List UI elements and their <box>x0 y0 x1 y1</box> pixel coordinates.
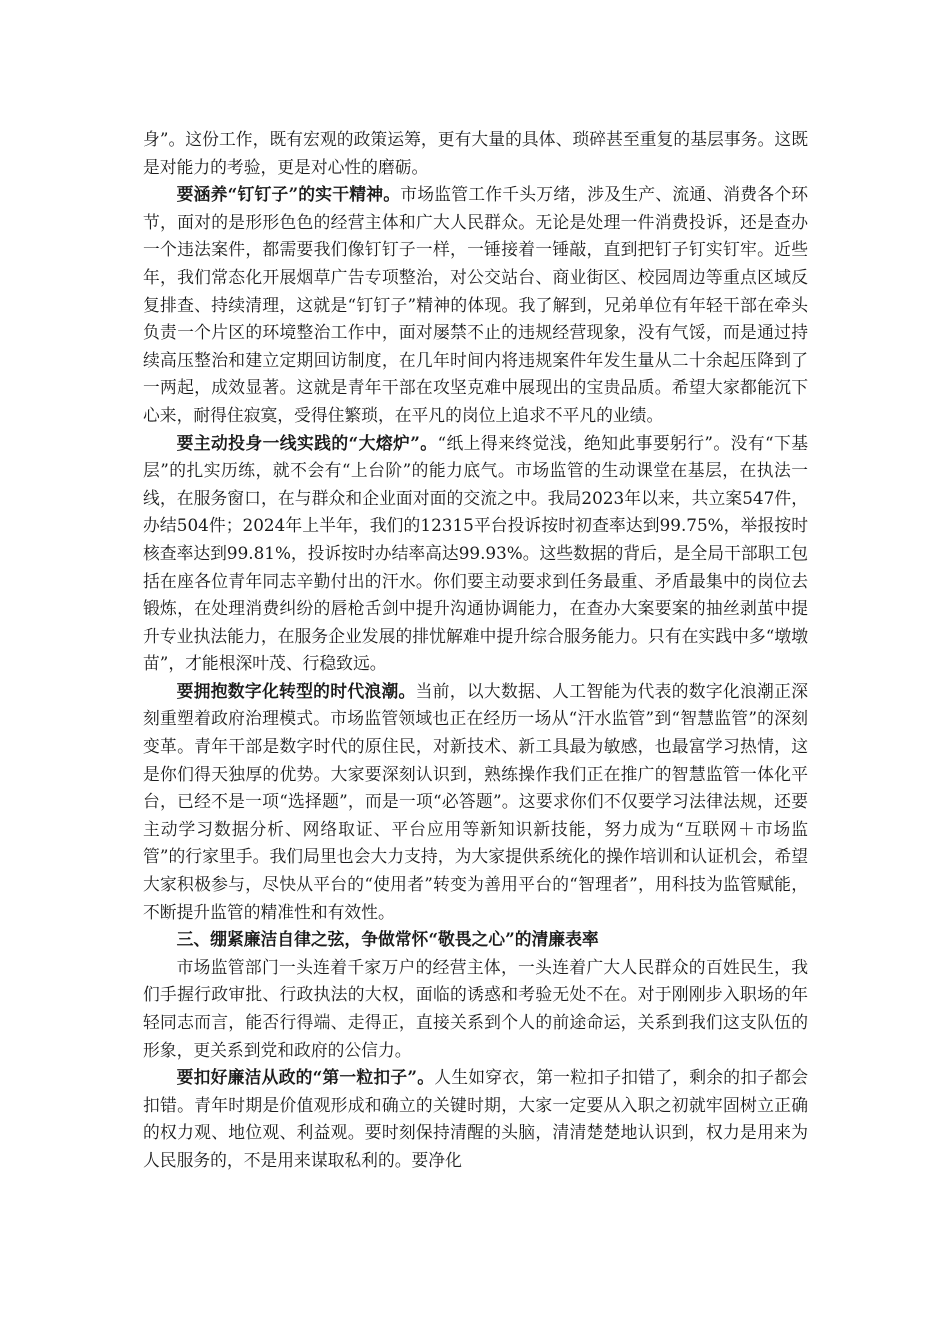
paragraph-first-button <box>143 1064 808 1174</box>
paragraph-text: 市场监管部门一头连着千家万户的经营主体，一头连着广大人民群众的百姓民生，我们手握行政审批、行政执法的大权，面临的诱惑和考验无处不在。对于刚刚步入职场的年轻同志而言，能否行得端、走得正，直接关系到个人的前途命运，关系到我们这支队伍的形象，更关系到党和政府的公信力。 <box>143 956 808 1060</box>
paragraph-lead: 要主动投身一线实践的“大熔炉”。 <box>176 432 438 453</box>
paragraph-frontline-practice <box>143 430 808 678</box>
paragraph-text: 当前，以大数据、人工智能为代表的数字化浪潮正深刻重塑着政府治理模式。市场监管领域也正在经历一场从“汗水监管”到“智慧监管”的深刻变革。青年干部是数字时代的原住民，对新技术、新工具最为敏感，也最富学习热情，这是你们得天独厚的优势。大家要深刻认识到，熟练操作我们正在推广的智慧监管一体化平台，已经不是一项“选择题”，而是一项“必答题”。这要求你们不仅要学习法律法规，还要主动学习数据分析、网络取证、平台应用等新知识新技能，努力成为“互联网＋市场监管”的行家里手。我们局里也会大力支持，为大家提供系统化的操作培训和认证机会，希望大家积极参与，尽快从平台的“使用者”转变为善用平台的“智理者”，用科技为监管赋能，不断提升监管的精准性和有效性。 <box>143 680 808 922</box>
paragraph-nail-spirit <box>143 181 808 429</box>
paragraph-integrity-intro <box>143 954 808 1064</box>
section-heading: 三、绷紧廉洁自律之弦，争做常怀“敬畏之心”的清廉表率 <box>176 929 599 950</box>
paragraph-text: 身”。这份工作，既有宏观的政策运筹，更有大量的具体、琐碎甚至重复的基层事务。这既是对能力的考验，更是对心性的磨砺。 <box>143 129 808 177</box>
paragraph-text: 市场监管工作千头万绪，涉及生产、流通、消费各个环节，面对的是形形色色的经营主体和广大人民群众。无论是处理一件消费投诉，还是查办一个违法案件，都需要我们像钉钉子一样，一锤接着一锤敲，直到把钉子钉实钉牢。近些年，我们常态化开展烟草广告专项整治，对公交站台、商业街区、校园周边等重点区域反复排查、持续清理，这就是“钉钉子”精神的体现。我了解到，兄弟单位有年轻干部在牵头负责一个片区的环境整治工作中，面对屡禁不止的违规经营现象，没有气馁，而是通过持续高压整治和建立定期回访制度，在几年时间内将违规案件年发生量从二十余起压降到了一两起，成效显著。这就是青年干部在攻坚克难中展现出的宝贵品质。希望大家都能沉下心来，耐得住寂寞，受得住繁琐，在平凡的岗位上追求不平凡的业绩。 <box>143 184 808 425</box>
paragraph-digital-transformation <box>143 678 808 926</box>
paragraph-text: “纸上得来终觉浅，绝知此事要躬行”。没有“下基层”的扎实历练，就不会有“上台阶”的能力底气。市场监管的生动课堂在基层，在执法一线，在服务窗口，在与群众和企业面对面的交流之中。我局2023年以来，共立案547件，办结504件；2024年上半年，我们的12315平台投诉按时初查率达到99.75%，举报按时核查率达到99.81%，投诉按时办结率高达99.93%。这些数据的背后，是全局干部职工包括在座各位青年同志辛勤付出的汗水。你们要主动要求到任务最重、矛盾最集中的岗位去锻炼，在处理消费纠纷的唇枪舌剑中提升沟通协调能力，在查办大案要案的抽丝剥茧中提升专业执法能力，在服务企业发展的排忧解难中提升综合服务能力。只有在实践中多“墩墩苗”，才能根深叶茂、行稳致远。 <box>143 432 808 674</box>
paragraph-lead: 要涵养“钉钉子”的实干精神。 <box>176 184 401 205</box>
paragraph-lead: 要拥抱数字化转型的时代浪潮。 <box>176 680 416 701</box>
paragraph-text: 人生如穿衣，第一粒扣子扣错了，剩余的扣子都会扣错。青年时期是价值观形成和确立的关键时期，大家一定要从入职之初就牢固树立正确的权力观、地位观、利益观。要时刻保持清醒的头脑，清清楚楚地认识到，权力是用来为人民服务的，不是用来谋取私利的。要净化 <box>143 1067 808 1170</box>
paragraph-continuation <box>143 126 808 181</box>
document-page <box>143 126 808 1175</box>
paragraph-lead: 要扣好廉洁从政的“第一粒扣子”。 <box>176 1067 435 1088</box>
